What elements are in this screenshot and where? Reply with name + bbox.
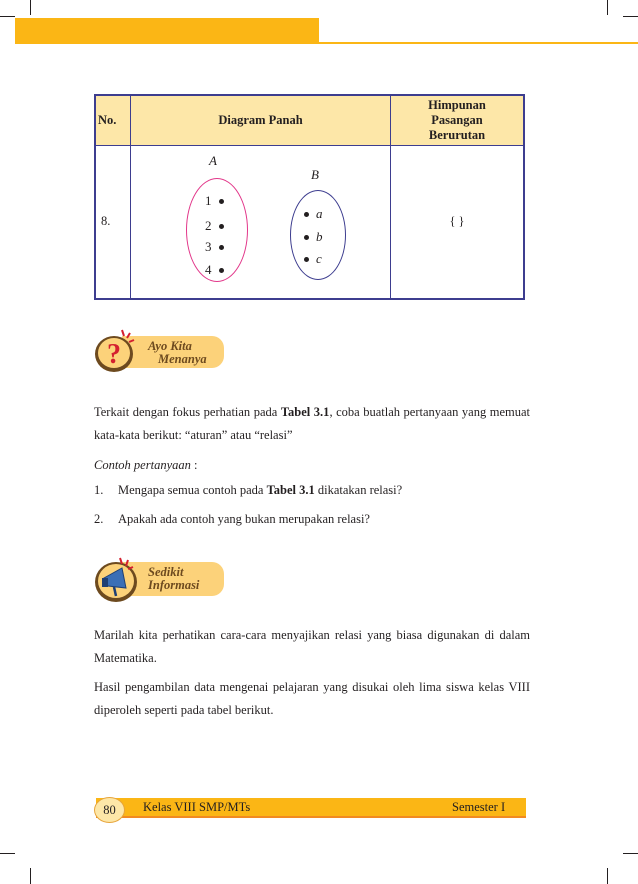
page-number: 80 — [94, 797, 125, 823]
set-a-label: A — [209, 153, 217, 168]
point-marker — [219, 224, 224, 229]
crop-mark — [623, 853, 638, 854]
crop-mark — [0, 853, 15, 854]
paragraph-intro: Marilah kita perhatikan cara-cara menyajikan relasi yang biasa digunakan di dalam Matematika. — [94, 628, 530, 665]
badge-title: Sedikit Informasi — [148, 565, 200, 592]
point-marker — [219, 199, 224, 204]
row-number: 8. — [95, 145, 131, 299]
point-marker — [304, 257, 309, 262]
set-a-element: 2 — [205, 218, 224, 234]
crop-mark — [30, 0, 31, 15]
list-item: 2. Apakah ada contoh yang bukan merupakan relasi? — [94, 512, 370, 526]
footer-semester: Semester I — [452, 800, 506, 814]
header-rule — [319, 42, 638, 44]
paragraph-data-intro: Hasil pengambilan data mengenai pelajaran yang disukai oleh lima siswa kelas VIII diperoleh seperti pada tabel berikut. — [94, 680, 530, 717]
ayo-kita-menanya-badge — [92, 326, 232, 376]
point-marker — [304, 212, 309, 217]
col-header-pairs — [391, 95, 525, 145]
set-a-element: 4 — [205, 262, 224, 278]
set-a-element: 3 — [205, 239, 224, 255]
footer-book-title: Kelas VIII SMP/MTs — [143, 800, 251, 814]
footer-rule — [96, 816, 526, 818]
crop-mark — [623, 16, 638, 17]
point-marker — [219, 245, 224, 250]
header-band — [15, 18, 319, 44]
sedikit-informasi-badge — [92, 554, 232, 606]
point-marker — [304, 235, 309, 240]
badge-title: Ayo Kita Menanya — [148, 339, 207, 366]
set-b-label: B — [311, 167, 319, 182]
paragraph-question-prompt: Terkait dengan fokus perhatian pada Tabel 3.1, coba buatlah pertanyaan yang memuat kata-kata berikut: “aturan” atau “relasi” — [94, 405, 530, 442]
crop-mark — [607, 0, 608, 15]
set-b-element: b — [304, 229, 323, 245]
question-mark-icon — [92, 326, 138, 376]
table-header-row — [95, 95, 524, 145]
crop-mark — [607, 868, 608, 884]
col-header-pairs-line: Pasangan — [431, 112, 483, 127]
ordered-pairs: { } — [391, 145, 525, 299]
col-header-pairs-line: Berurutan — [428, 127, 486, 142]
example-label: Contoh pertanyaan : — [94, 458, 198, 472]
col-header-pairs-line: Himpunan — [428, 97, 486, 112]
crop-mark — [0, 16, 15, 17]
set-a-element: 1 — [205, 193, 224, 209]
col-header-no: No. — [95, 95, 131, 145]
point-marker — [219, 268, 224, 273]
col-header-diagram: Diagram Panah — [131, 95, 391, 145]
megaphone-icon — [92, 554, 144, 606]
arrow-diagram-cell — [131, 145, 391, 299]
svg-text:?: ? — [107, 339, 121, 370]
set-b-element: c — [304, 251, 322, 267]
set-b-element: a — [304, 206, 323, 222]
crop-mark — [30, 868, 31, 884]
list-item: 1. Mengapa semua contoh pada Tabel 3.1 dikatakan relasi? — [94, 483, 403, 497]
